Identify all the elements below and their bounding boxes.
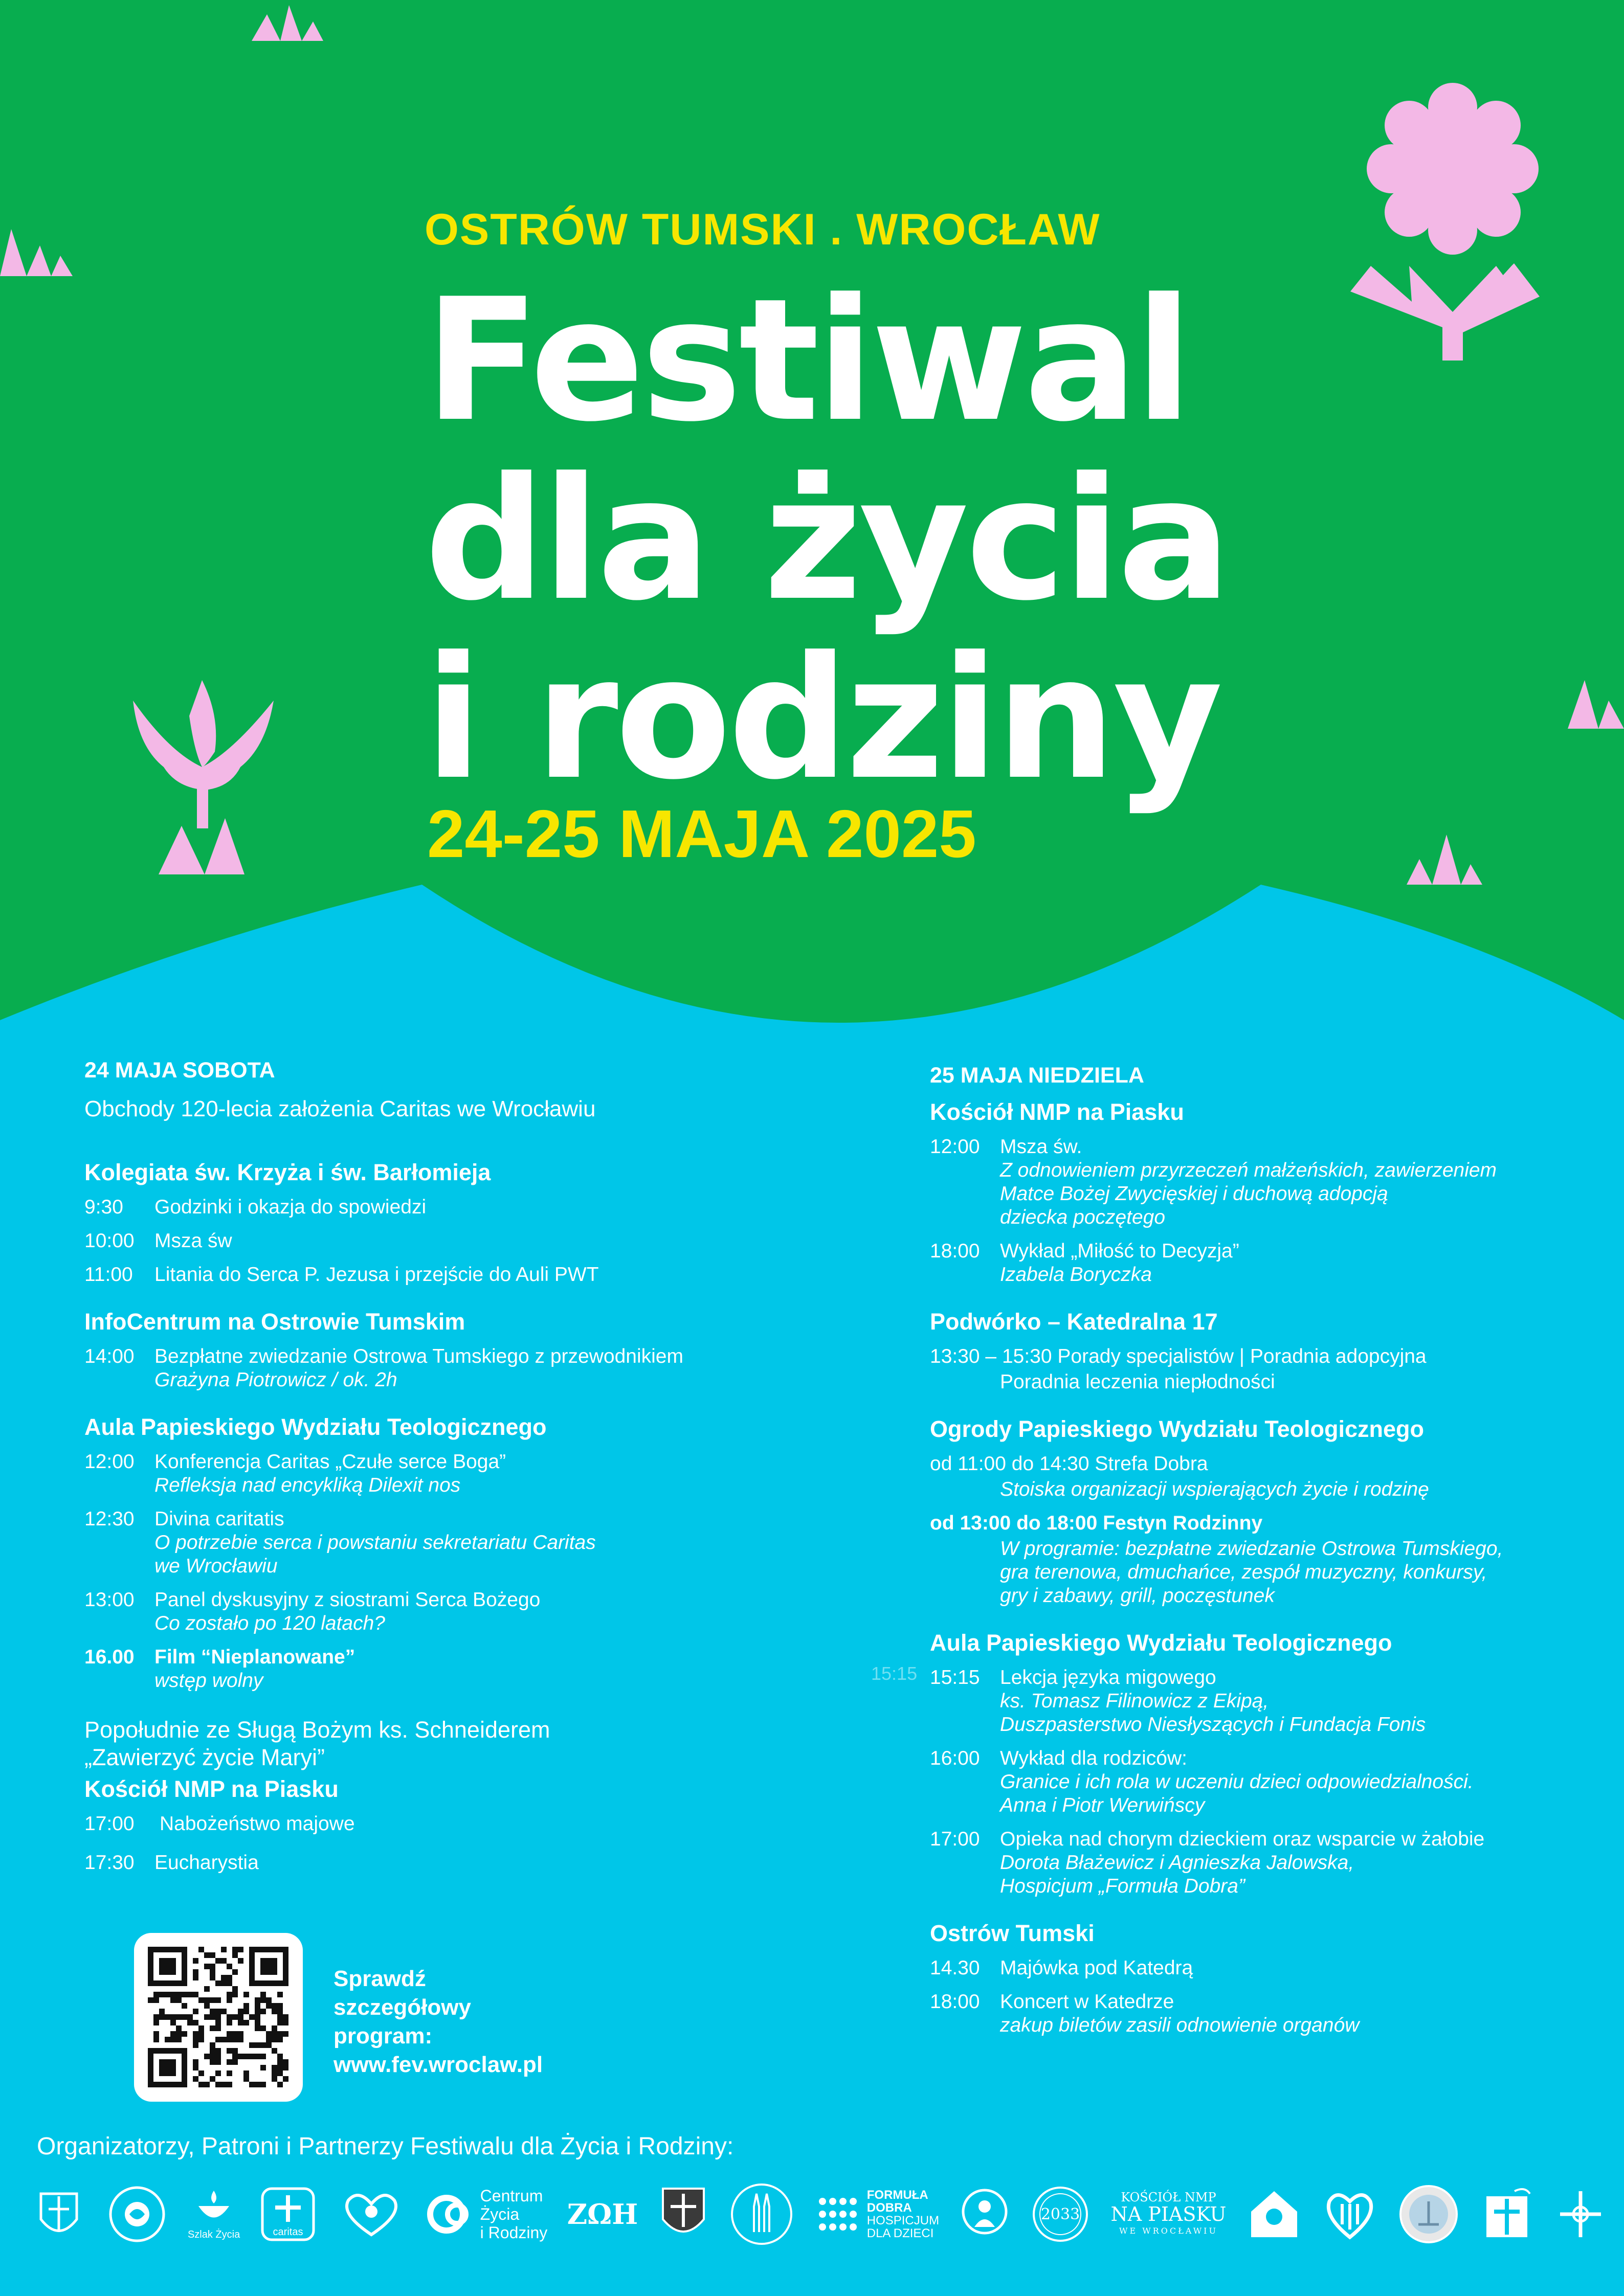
festival-title — [425, 262, 1294, 817]
venue-name: Podwórko – Katedralna 17 — [930, 1309, 1218, 1335]
schedule-range: od 11:00 do 14:30 Strefa Dobra — [930, 1453, 1208, 1475]
day1-program — [84, 1059, 877, 1885]
schedule-range: od 13:00 do 18:00 Festyn Rodzinny — [930, 1512, 1263, 1534]
logo-text: Centrum — [480, 2187, 543, 2205]
schedule-time: 9:30 — [84, 1196, 123, 1218]
faded-time-label: 15:15 — [871, 1663, 918, 1684]
logo-text: WE WROCŁAWIU — [1119, 2226, 1218, 2236]
schedule-time: 14.30 — [930, 1957, 980, 1979]
schedule-row — [930, 1747, 1595, 1817]
afternoon-heading — [84, 1716, 877, 1771]
schedule-text: Eucharystia — [154, 1852, 259, 1874]
schedule-time: 16.00 — [84, 1646, 135, 1668]
partner-logos — [31, 2178, 1606, 2250]
logo-text: HOSPICJUM — [866, 2214, 940, 2227]
schedule-time: 12:00 — [930, 1136, 980, 1158]
schedule-row — [84, 1851, 877, 1875]
cathedral-seal-logo — [728, 2181, 795, 2247]
zoe-logo — [567, 2199, 638, 2230]
location-heading: OSTRÓW TUMSKI . WROCŁAW — [425, 205, 1101, 254]
schedule-text: Nabożeństwo majowe — [160, 1813, 355, 1835]
venue-name: InfoCentrum na Ostrowie Tumskim — [84, 1309, 465, 1335]
schedule-text: Panel dyskusyjny z siostrami Serca Bożego — [154, 1589, 541, 1611]
schedule-text: Koncert w Katedrze — [1000, 1991, 1174, 2013]
logo-text: Szlak Życia — [187, 2229, 240, 2240]
venue-name: Aula Papieskiego Wydziału Teologicznego — [930, 1630, 1392, 1656]
logo-text: i Rodziny — [480, 2223, 548, 2242]
schedule-note: Grażyna Piotrowicz / ok. 2h — [154, 1369, 397, 1391]
schedule-text: Opieka nad chorym dzieckiem oraz wsparcie w żałobie — [1000, 1828, 1485, 1850]
qr-code-icon — [134, 1933, 303, 2102]
logo-text: KOŚCIÓŁ NMP — [1121, 2190, 1216, 2204]
venue-name: Kościół NMP na Piasku — [84, 1776, 339, 1802]
schedule-note: we Wrocławiu — [154, 1555, 278, 1577]
schedule-note: Granice i ich rola w uczeniu dzieci odpowiedzialności. — [1000, 1771, 1474, 1793]
family-house-logo — [1246, 2186, 1302, 2242]
schedule-note: O potrzebie serca i powstaniu sekretariatu Caritas — [154, 1532, 596, 1554]
schedule-text: Litania do Serca P. Jezusa i przejście do Auli PWT — [154, 1264, 599, 1286]
schedule-note: zakup biletów zasili odnowienie organów — [1000, 2014, 1360, 2036]
schedule-row — [84, 1263, 877, 1287]
logo-text: 2033 — [1040, 2205, 1080, 2223]
logo-text: DOBRA — [866, 2201, 912, 2215]
schedule-text: Godzinki i okazja do spowiedzi — [154, 1196, 427, 1218]
schedule-note: wstęp wolny — [154, 1670, 263, 1692]
program-text: Sprawdź — [333, 1966, 426, 1991]
schedule-time: 14:00 — [84, 1345, 135, 1367]
venue-name: Kolegiata św. Krzyża i św. Barłomieja — [84, 1159, 491, 1185]
qr-code[interactable] — [134, 1933, 303, 2102]
schedule-note: Dorota Błażewicz i Agnieszka Jalowska, — [1000, 1852, 1354, 1874]
venue-name: Ostrów Tumski — [930, 1920, 1095, 1946]
schedule-row — [84, 1812, 877, 1836]
schedule-row — [930, 1666, 1595, 1737]
schedule-text: Majówka pod Katedrą — [1000, 1957, 1193, 1979]
schedule-time: 10:00 — [84, 1230, 135, 1252]
schedule-text: Porady specjalistów | Poradnia adopcyjna — [1057, 1345, 1427, 1367]
day-heading: 24 MAJA SOBOTA — [84, 1058, 275, 1083]
formula-dobra-logo — [815, 2189, 939, 2240]
schedule-row — [84, 1196, 877, 1219]
schedule-row — [84, 1646, 877, 1693]
schedule-note: Duszpasterstwo Niesłyszących i Fundacja Fonis — [1000, 1714, 1426, 1736]
schedule-text: Divina caritatis — [154, 1508, 284, 1530]
schedule-text: Wykład „Miłość to Decyzja” — [1000, 1240, 1239, 1262]
venue-name: Ogrody Papieskiego Wydziału Teologicznego — [930, 1416, 1424, 1442]
schedule-time: 13:00 — [84, 1589, 135, 1611]
day-subtitle: Obchody 120-lecia założenia Caritas we Wrocławiu — [84, 1096, 596, 1121]
partners-heading: Organizatorzy, Patroni i Partnerzy Festiwalu dla Życia i Rodziny: — [37, 2133, 734, 2160]
schedule-row — [84, 1345, 877, 1392]
schedule-time: 17:00 — [84, 1813, 135, 1835]
cross-flower-logo — [1555, 2186, 1606, 2242]
schedule-text: Film “Nieplanowane” — [154, 1646, 355, 1668]
schedule-time: 15:15 — [930, 1667, 980, 1689]
schedule-note: Anna i Piotr Werwińscy — [1000, 1794, 1205, 1816]
schedule-row — [930, 1135, 1595, 1229]
szlak-zycia-logo — [188, 2188, 240, 2240]
logo-text: Życia — [480, 2205, 520, 2223]
schedule-row — [84, 1229, 877, 1253]
schedule-note: Co zostało po 120 latach? — [154, 1612, 385, 1634]
2033-logo — [1030, 2184, 1091, 2245]
title-line: Festiwal — [425, 262, 1190, 459]
afternoon-line: Popołudnie ze Sługą Bożym ks. Schneiderem — [84, 1717, 550, 1743]
round-seal-logo — [1398, 2184, 1459, 2245]
kosciol-nmp-na-piasku-logo — [1111, 2192, 1227, 2237]
dom-samotnej-matki-logo — [959, 2186, 1010, 2242]
schedule-row — [930, 1345, 1595, 1368]
schedule-time: 13:30 – 15:30 — [930, 1345, 1052, 1367]
schedule-text: Msza św — [154, 1230, 232, 1252]
schedule-text: Poradnia leczenia niepłodności — [1000, 1371, 1275, 1393]
schedule-note: W programie: bezpłatne zwiedzanie Ostrowa Tumskiego, — [1000, 1538, 1503, 1560]
church-crest-logo — [658, 2184, 709, 2245]
schedule-note: Z odnowieniem przyrzeczeń małżeńskich, zawierzeniem — [1000, 1159, 1497, 1181]
schedule-text: Wykład dla rodziców: — [1000, 1747, 1187, 1769]
heart-m-logo — [1322, 2186, 1378, 2242]
wroclaw-dla-zycia-logo — [336, 2186, 407, 2242]
schedule-row — [930, 1956, 1595, 1980]
schedule-note: Stoiska organizacji wspierających życie i rodzinę — [1000, 1478, 1429, 1500]
day2-program — [930, 1064, 1595, 2047]
schedule-note: dziecka poczętego — [1000, 1206, 1166, 1228]
schedule-time: 12:30 — [84, 1508, 135, 1530]
schedule-row — [930, 1990, 1595, 2037]
schedule-row — [930, 1828, 1595, 1898]
schedule-row — [84, 1507, 877, 1578]
program-link-block — [333, 1965, 543, 2079]
schedule-note: ks. Tomasz Filinowicz z Ekipą, — [1000, 1690, 1269, 1712]
schedule-note: gry i zabawy, grill, poczęstunek — [1000, 1585, 1275, 1607]
schedule-time: 16:00 — [930, 1747, 980, 1769]
schedule-time: 17:00 — [930, 1828, 980, 1850]
venue-name: Kościół NMP na Piasku — [930, 1099, 1184, 1125]
cross-dove-logo — [1479, 2186, 1535, 2242]
schedule-text: Konferencja Caritas „Czułe serce Boga” — [154, 1451, 506, 1473]
logo-text: ΖΩΗ — [567, 2198, 638, 2231]
venue-name: Aula Papieskiego Wydziału Teologicznego — [84, 1414, 547, 1440]
schedule-time: 18:00 — [930, 1240, 980, 1262]
schedule-text: Msza św. — [1000, 1136, 1082, 1158]
fundacja-evangelium-vitae-logo — [106, 2184, 168, 2245]
schedule-row — [930, 1240, 1595, 1287]
schedule-time: 18:00 — [930, 1991, 980, 2013]
logo-text: caritas — [273, 2226, 303, 2238]
logo-text: FORMUŁA — [866, 2188, 928, 2202]
schedule-row — [84, 1450, 877, 1497]
schedule-row — [84, 1588, 877, 1635]
festival-dates: 24-25 MAJA 2025 — [427, 796, 976, 871]
schedule-note: Refleksja nad encykliką Dilexit nos — [154, 1474, 461, 1496]
program-url-link[interactable]: www.fev.wroclaw.pl — [333, 2052, 543, 2077]
schedule-note: Izabela Boryczka — [1000, 1264, 1152, 1286]
program-text: szczegółowy — [333, 1995, 471, 2020]
schedule-note: gra terenowa, dmuchańce, zespół muzyczny, konkursy, — [1000, 1561, 1487, 1583]
schedule-time: 12:00 — [84, 1451, 135, 1473]
logo-text: DLA DZIECI — [866, 2226, 934, 2240]
schedule-text: Lekcja języka migowego — [1000, 1667, 1216, 1689]
logo-text: NA PIASKU — [1110, 2203, 1227, 2225]
title-line: i rodziny — [425, 620, 1220, 817]
afternoon-line: „Zawierzyć życie Maryi” — [84, 1744, 325, 1770]
centrum-zycia-i-rodziny-logo — [427, 2187, 548, 2242]
title-line: dla życia — [425, 441, 1229, 638]
schedule-note: Hospicjum „Formuła Dobra” — [1000, 1875, 1245, 1897]
schedule-time: 17:30 — [84, 1852, 135, 1874]
caritas-logo — [260, 2186, 316, 2242]
program-text: program: — [333, 2023, 433, 2049]
schedule-time: 11:00 — [84, 1264, 133, 1286]
schedule-note: Matce Bożej Zwycięskiej i duchową adopcją — [1000, 1183, 1388, 1205]
schedule-text: Bezpłatne zwiedzanie Ostrowa Tumskiego z przewodnikiem — [154, 1345, 683, 1367]
archdiocese-crest-logo — [31, 2184, 87, 2245]
day-heading: 25 MAJA NIEDZIELA — [930, 1063, 1144, 1088]
